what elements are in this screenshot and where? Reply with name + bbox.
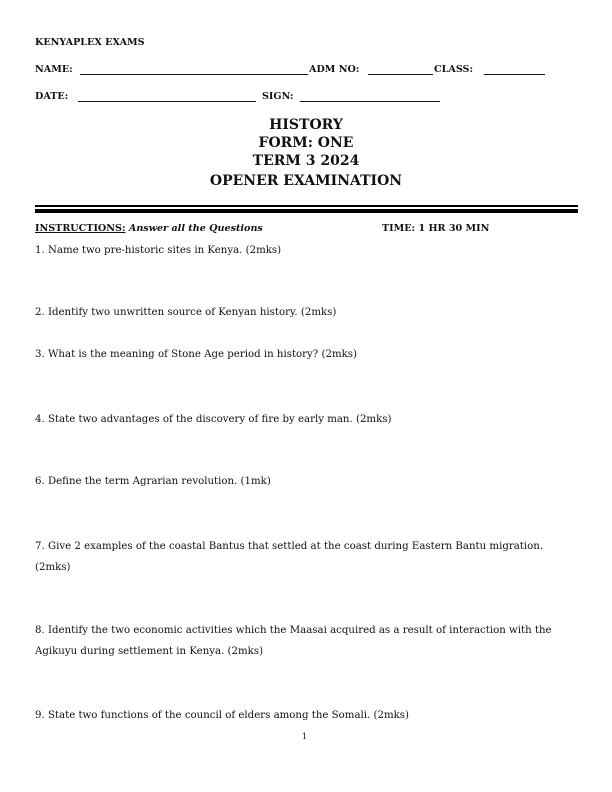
adm-field[interactable]: [368, 74, 433, 75]
adm-label: ADM NO:: [309, 64, 360, 75]
question-8: 8. Identify the two economic activities which the Maasai acquired as a result of interaction with the Agikuyu during settlement in Kenya. (2mks): [35, 625, 552, 657]
question-7: 7. Give 2 examples of the coastal Bantus that settled at the coast during Eastern Bantu migration. (2mks): [35, 541, 544, 573]
question-1: 1. Name two pre-historic sites in Kenya. (2mks): [35, 245, 282, 256]
class-field[interactable]: [484, 74, 545, 75]
question-2: 2. Identify two unwritten source of Kenyan history. (2mks): [35, 307, 337, 318]
org-name: KENYAPLEX EXAMS: [35, 37, 145, 48]
sign-field[interactable]: [300, 101, 440, 102]
question-4: 4. State two advantages of the discovery of fire by early man. (2mks): [35, 414, 392, 425]
question-3: 3. What is the meaning of Stone Age period in history? (2mks): [35, 349, 357, 360]
date-label: DATE:: [35, 91, 69, 102]
instructions: [35, 224, 263, 234]
time-allowed: TIME: 1 HR 30 MIN: [382, 223, 490, 234]
date-field[interactable]: [78, 101, 256, 102]
name-field[interactable]: [80, 74, 308, 75]
sign-label: SIGN:: [262, 91, 294, 102]
name-label: NAME:: [35, 64, 73, 75]
instructions-text: Answer all the Questions: [128, 223, 263, 234]
divider-thin: [35, 205, 578, 207]
class-label: CLASS:: [434, 64, 474, 75]
question-6: 6. Define the term Agrarian revolution. (1mk): [35, 476, 271, 487]
instructions-label: INSTRUCTIONS:: [35, 223, 126, 234]
subject-title: HISTORY: [269, 117, 343, 133]
exam-title: OPENER EXAMINATION: [209, 173, 403, 189]
term-title: TERM 3 2024: [252, 153, 360, 169]
page-number: 1: [302, 732, 308, 741]
divider-thick: [35, 209, 578, 213]
form-title: FORM: ONE: [258, 135, 354, 151]
question-9: 9. State two functions of the council of elders among the Somali. (2mks): [35, 710, 410, 721]
